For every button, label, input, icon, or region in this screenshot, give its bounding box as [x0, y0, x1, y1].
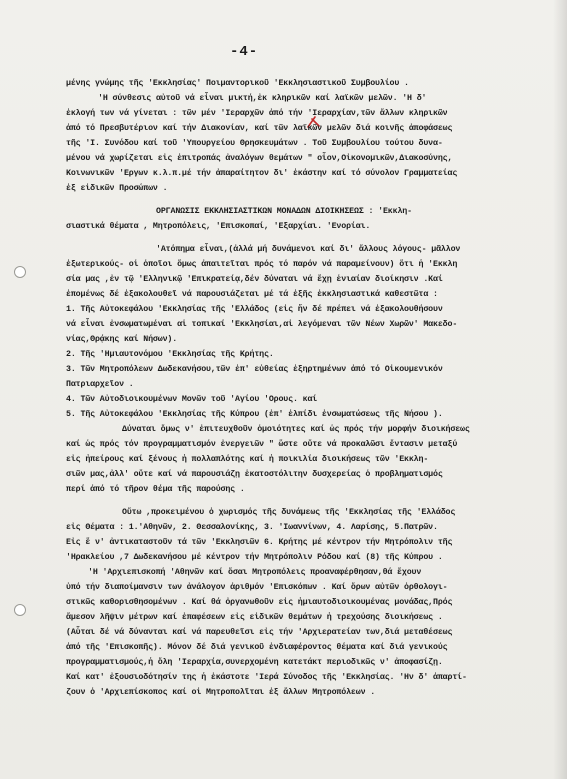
text-line: ἐκλογή των νά γίνεται : τῶν μέν 'Ιεραρχῶν ἀπό τήν 'Ιεραρχίαν,τῶν ἄλλων κληρικῶν	[66, 109, 448, 118]
text-line: περί ἀπό τό τῆρον θέμα τῆς παρούσης .	[66, 485, 245, 494]
text-line: ἄμεσον λῆψιν μέτρων καί ἐπαφέσεων εἰς εἰδικῶν θεμάτων ἡ τρεχούσης διοικήσεως .	[66, 613, 443, 622]
text-line: νά εἶναι ἐνσωματωμέναι αἱ τοπικαί 'Εκκλησίαι,αἱ λεγόμεναι τῶν Νέων Χωρῶν' Μακεδο-	[66, 320, 458, 329]
text-line: Καί κατ' ἐξουσιοδότησίν της ἡ ἑκάστοτε 'Ιερά Σύνοδος τῆς 'Εκκλησίας. 'Ην δ' ἀπαρτί-	[66, 673, 467, 682]
text-line: μένης γνώμης τῆς 'Εκκλησίας' Ποιμαντορικοῦ 'Εκκλησιαστικοῦ Συμβουλίου .	[66, 79, 409, 88]
text-line: στικῶς καθορισθησομένων . Καί θά ὀργανωθοῦν εἰς ἡμιαυτοδιοικουμένας μονάδας,Πρός	[66, 598, 453, 607]
text-line: ἀπό τῆς 'Επισκοπῆς). Μόνον δέ διά γενικοῦ ἐνδιαφέροντος θέματα καί διά γενικούς	[66, 643, 448, 652]
text-line: ἐπομένως δέ ἐξακολουθεῖ νά παρουσιάζεται μέ τά ἑξῆς ἐκκλησιαστικά καθεστῶτα :	[66, 290, 438, 299]
list-item: 3. Τῶν Μητροπόλεων Δωδεκανήσου,τῶν ἐπ' εὐθείας ἐξηρτημένων ἀπό τό Οἰκουμενικόν	[66, 365, 443, 374]
text-line: καί ὡς πρός τόν προγραμματισμόν ἐνεργειῶν " ὥστε οὔτε νά προκαλῶσι ἔντασιν μεταξύ	[66, 440, 458, 449]
text-line: σιῶν μας,ἀλλ' οὔτε καί νά παρουσιάζῃ ἑκατοστόλιτην δυσχερείας ὁ προβληματισμός	[66, 470, 443, 479]
text-line: νίας,Θρᾴκης καί Νήσων).	[66, 335, 178, 344]
text-line: σία μας ,ἐν τῷ 'Ελληνικῷ 'Επικρατείᾳ,δέν δύναται νά ἔχῃ ἑνιαίαν διοίκησιν .Καί	[66, 275, 443, 284]
text-line: σιαστικά θέματα , Μητροπόλεις, 'Επισκοπαί, 'Εξαρχίαι. 'Ενορίαι.	[66, 222, 371, 231]
section-heading: ΟΡΓΑΝΩΣΙΣ ΕΚΚΛΗΣΙΑΣΤΙΚΩΝ ΜΟΝΑΔΩΝ ΔΙΟΙΚΗΣΕΩΣ : 'Εκκλη-	[156, 207, 412, 216]
list-item: 4. Τῶν Αὐτοδιοικουμένων Μονῶν τοῦ 'Αγίου 'Ορους. καί	[66, 395, 318, 404]
punch-hole	[14, 266, 26, 278]
text-line: ζουν ὁ 'Αρχιεπίσκοπος καί οἱ Μητροπολῖται ἐξ ἄλλων Μητροπόλεων .	[66, 688, 376, 697]
text-line: 'Ηρακλείου ,7 Δωδεκανήσου μέ κέντρον τήν Μητρόπολιν Ρόδου καί (8) τῆς Κύπρου .	[66, 553, 443, 562]
text-line: ἀπό τό Πρεσβυτέριον καί τήν Διακονίαν, καί τῶν λαϊκῶν μελῶν διά κοινῆς ἀποφάσεως	[66, 124, 453, 133]
text-line: εἰς Θέματα : 1.'Αθηνῶν, 2. Θεσσαλονίκης, 3. 'Ιωαννίνων, 4. Λαρίσης, 5.Πατρῶν.	[66, 523, 438, 532]
punch-hole	[14, 604, 26, 616]
page-number: -4-	[230, 44, 259, 60]
text-line: προγραμματισμούς,ἡ ὅλη 'Ιεραρχία,συνερχομένη κατετάκτ περιοδικῶς ν' ἀποφασίζῃ.	[66, 658, 443, 667]
text-line: 'Η 'Αρχιεπισκοπή 'Αθηνῶν καί ὅσαι Μητροπόλεις προαναφέρθησαν,θά ἔχουν	[88, 568, 422, 577]
text-line: ἐξ εἰδικῶν Προσώπων .	[66, 184, 168, 193]
list-item: 2. Τῆς 'Ημιαυτονόμου 'Εκκλησίας τῆς Κρήτης.	[66, 350, 274, 359]
text-line: τῆς 'Ι. Συνόδου καί τοῦ 'Υπουργείου Θρησκευμάτων . Τοῦ Συμβουλίου τούτου δυνα-	[66, 139, 443, 148]
text-line: Εἰς ἕ ν' ἀντικαταστοῦν τά τῶν 'Εκκλησιῶν 6. Κρήτης μέ κέντρον τήν Μητρόπολιν τῆς	[66, 538, 453, 547]
text-line: μένου νά χωρίζεται εἰς ἐπιτροπάς ἀναλόγων θεμάτων " οἷον,Οἰκονομικῶν,Διακοσύνης,	[66, 154, 453, 163]
list-item: 5. Τῆς Αὐτοκεφάλου 'Εκκλησίας τῆς Κύπρου (ἐπ' ἐλπίδι ἐνσωματώσεως τῆς Νήσου ).	[66, 410, 443, 419]
text-line: 'Ατόπημα εἶναι,(ἀλλά μή δυνάμενοι καί δι' ἄλλους λόγους- μᾶλλον	[156, 245, 461, 254]
text-line: Κοινωνικῶν 'Εργων κ.λ.π.μέ τήν ἀπαραίτητον δι' ἑκάστην καί τό σύνολον Γραμματείας	[66, 169, 458, 178]
text-line: Δύναται ὅμως ν' ἐπιτευχθοῦν ὁμοιότητες καί ὡς πρός τήν μορφήν διοικήσεως	[122, 425, 470, 434]
text-line: εἰς ἠπείρους καί ξένους ἡ πολλαπλότης καί ἡ ποικιλία διοικήσεως τῶν 'Εκκλη-	[66, 455, 429, 464]
list-item: 1. Τῆς Αὐτοκεφάλου 'Εκκλησίας τῆς 'Ελλάδος (εἰς ἥν δέ πρέπει νά ἐξακολουθήσουν	[66, 305, 443, 314]
text-line: Οὕτω ,προκειμένου ὁ χωρισμός τῆς δυνάμεως τῆς 'Εκκλησίας τῆς 'Ελλάδος	[122, 508, 456, 517]
text-line: 'Η σύνθεσις αὐτοῦ νά εἶναι μικτή,ἐκ κληρικῶν καί λαϊκῶν μελῶν. 'Η δ'	[98, 94, 427, 103]
text-line: (Αὗται δέ νά δύνανται καί νά παρευθεῖσι εἰς τήν 'Αρχιερατείαν των,διά μεταθέσεως	[66, 628, 453, 637]
text-line: ὑπό τήν διαποίμανσιν των ἀνάλογον ἀριθμόν 'Επισκόπων . Καί ὅρων αὐτῶν ὀρθολογι-	[66, 583, 448, 592]
text-line: ἐξωτερικούς- οἱ ὁποῖοι ὅμως ἀπαιτεῖται πρός τό παρόν νά παραμείνουν) ὅτι ἡ 'Εκκλη	[66, 260, 458, 269]
document-body	[66, 76, 552, 700]
text-line: Πατριαρχεῖον .	[66, 380, 134, 389]
